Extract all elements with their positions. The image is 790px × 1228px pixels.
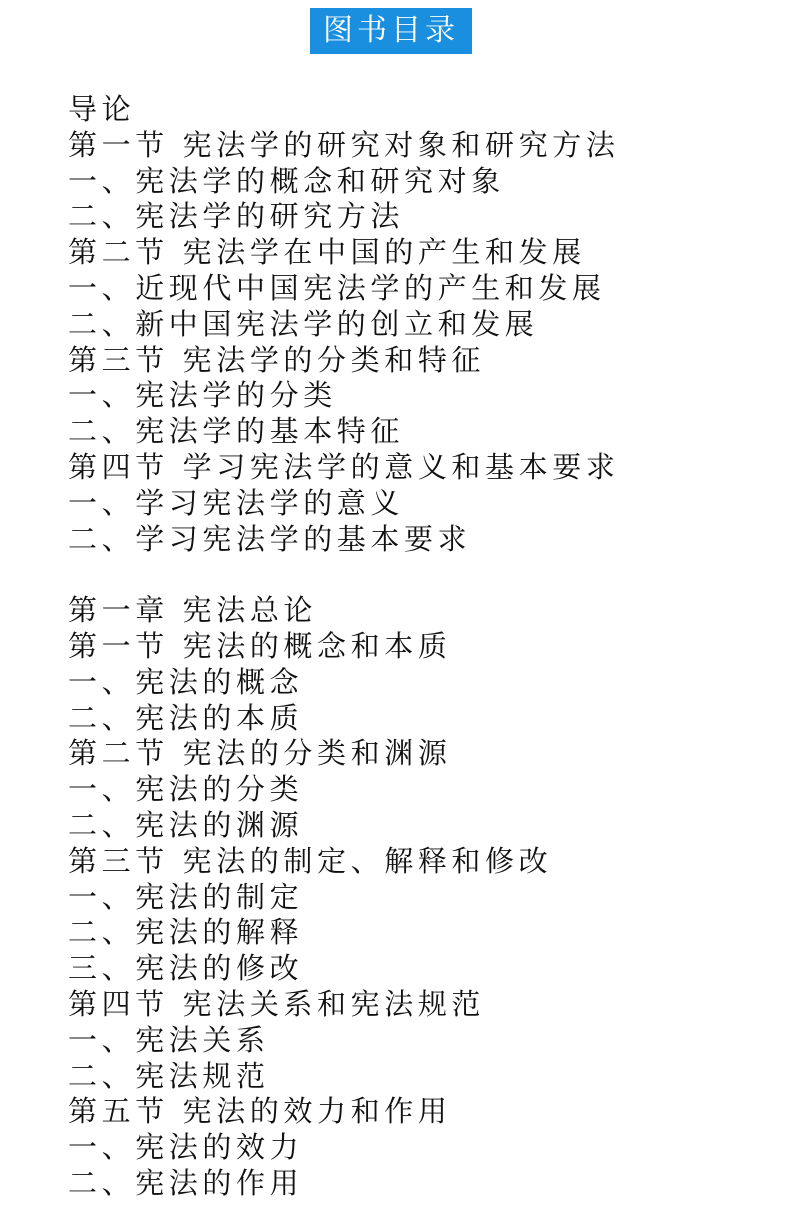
page-title: 图书目录 bbox=[310, 8, 472, 54]
toc-section: 第三节 宪法的制定、解释和修改 bbox=[68, 843, 553, 878]
toc-item: 二、宪法规范 bbox=[68, 1058, 270, 1093]
toc-section: 第三节 宪法学的分类和特征 bbox=[68, 342, 486, 377]
toc-section: 第五节 宪法的效力和作用 bbox=[68, 1094, 452, 1129]
toc-item: 一、宪法的制定 bbox=[68, 879, 304, 914]
toc-section: 第二节 宪法学在中国的产生和发展 bbox=[68, 235, 586, 270]
toc-part: 导论 bbox=[68, 92, 136, 126]
toc-section: 第二节 宪法的分类和渊源 bbox=[68, 736, 452, 771]
toc-item: 一、宪法的效力 bbox=[68, 1130, 304, 1165]
toc-section: 第一节 宪法的概念和本质 bbox=[68, 628, 452, 663]
toc-item: 三、宪法的修改 bbox=[68, 951, 304, 986]
toc-item: 一、宪法学的分类 bbox=[68, 378, 337, 413]
toc-section: 第四节 宪法关系和宪法规范 bbox=[68, 986, 486, 1021]
toc-item: 一、宪法关系 bbox=[68, 1022, 270, 1057]
toc-item: 一、宪法学的概念和研究对象 bbox=[68, 163, 505, 198]
toc-section: 第四节 学习宪法学的意义和基本要求 bbox=[68, 449, 620, 484]
toc-item: 一、宪法的分类 bbox=[68, 772, 304, 807]
toc-item: 二、新中国宪法学的创立和发展 bbox=[68, 306, 539, 341]
toc-item: 二、宪法的本质 bbox=[68, 700, 304, 735]
table-of-contents bbox=[68, 92, 768, 1202]
toc-item: 二、宪法的解释 bbox=[68, 915, 304, 950]
toc-chapter: 第一章 宪法总论 bbox=[68, 593, 318, 628]
toc-item: 一、宪法的概念 bbox=[68, 664, 304, 699]
toc-item: 二、学习宪法学的基本要求 bbox=[68, 521, 472, 556]
toc-item: 二、宪法的渊源 bbox=[68, 807, 304, 842]
toc-item: 二、宪法的作用 bbox=[68, 1165, 304, 1200]
toc-item: 一、学习宪法学的意义 bbox=[68, 485, 405, 520]
toc-item: 二、宪法学的基本特征 bbox=[68, 414, 405, 449]
toc-spacer bbox=[68, 557, 768, 593]
toc-item: 一、近现代中国宪法学的产生和发展 bbox=[68, 270, 606, 305]
toc-item: 二、宪法学的研究方法 bbox=[68, 199, 405, 234]
toc-section: 第一节 宪法学的研究对象和研究方法 bbox=[68, 127, 620, 162]
